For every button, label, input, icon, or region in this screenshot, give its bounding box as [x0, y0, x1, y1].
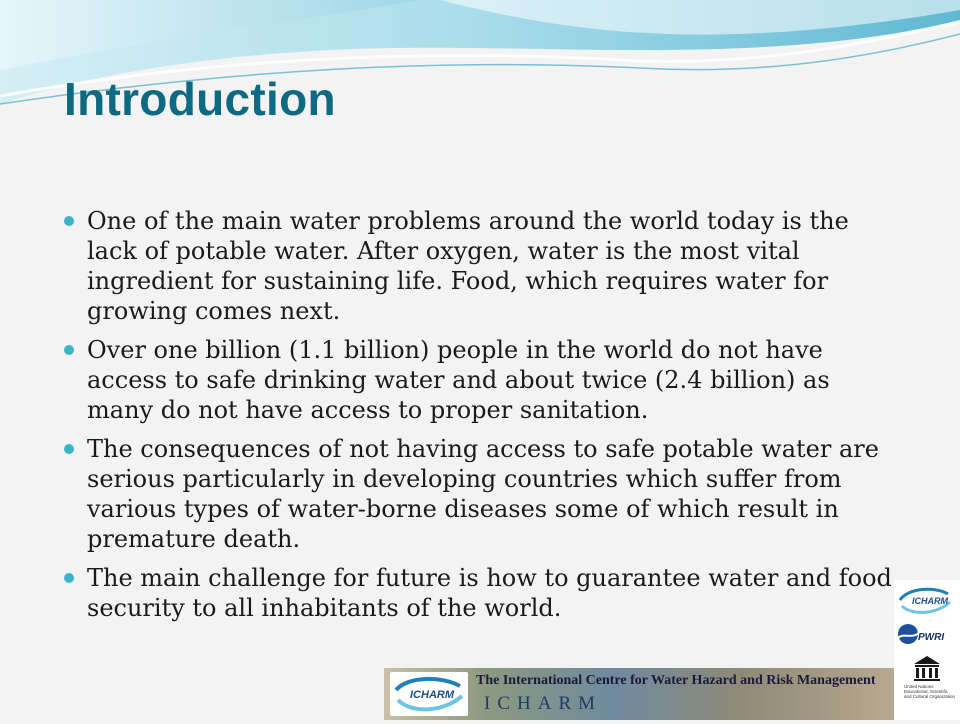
bullet-item: [62, 335, 892, 425]
bullet-marker-icon: [64, 345, 74, 355]
bullet-text: Over one billion (1.1 billion) people in the world do not have access to safe drinking water and about twice (2.4 billion) as many do not have access to proper sanitation.: [87, 336, 830, 424]
icharm-banner-logo-icon: [390, 672, 468, 716]
banner-subtitle: ICHARM: [484, 693, 603, 714]
slide-title: Introduction: [64, 73, 336, 125]
banner-logo: [390, 672, 468, 716]
bullet-text: The consequences of not having access to safe potable water are serious particularly in developing countries which suffer from various types of water-borne diseases some of which result in premature death.: [87, 435, 879, 553]
pwri-label: PWRI: [918, 632, 945, 643]
bullet-marker-icon: [64, 573, 74, 583]
bullet-item: [62, 434, 892, 554]
bullet-text: One of the main water problems around the world today is the lack of potable water. After oxygen, water is the most vital ingredient for sustaining life. Food, which requires water for growing comes next.: [87, 207, 849, 325]
icharm-logo-icon: [894, 580, 960, 720]
bullet-text: The main challenge for future is how to guarantee water and food security to all inhabitants of the world.: [87, 564, 892, 622]
bullet-marker-icon: [64, 444, 74, 454]
bullet-list: [62, 206, 892, 632]
bullet-item: [62, 206, 892, 326]
icharm-small-label: ICHARM: [912, 596, 948, 606]
icharm-banner: [384, 668, 894, 720]
banner-title: The International Centre for Water Hazard and Risk Management: [476, 673, 876, 688]
bullet-item: [62, 563, 892, 623]
unesco-caption: United Nations Educational, Scientific and Cultural Organization: [904, 684, 956, 699]
bullet-marker-icon: [64, 216, 74, 226]
partner-logos-strip: [894, 580, 960, 720]
banner-logo-label: ICHARM: [410, 689, 454, 701]
